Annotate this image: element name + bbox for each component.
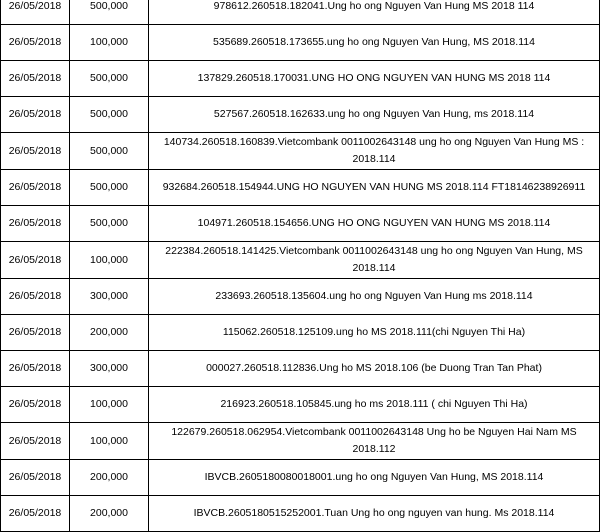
table-row	[1, 351, 600, 387]
date-cell: 26/05/2018	[1, 279, 70, 315]
date-cell: 26/05/2018	[1, 206, 70, 242]
date-cell: 26/05/2018	[1, 97, 70, 133]
description-cell: 104971.260518.154656.UNG HO ONG NGUYEN VAN HUNG MS 2018.114	[149, 206, 600, 242]
date-cell: 26/05/2018	[1, 423, 70, 460]
description-cell: 233693.260518.135604.ung ho ong Nguyen Van Hung ms 2018.114	[149, 279, 600, 315]
date-cell: 26/05/2018	[1, 61, 70, 97]
description-cell: 000027.260518.112836.Ung ho MS 2018.106 (be Duong Tran Tan Phat)	[149, 351, 600, 387]
date-cell: 26/05/2018	[1, 25, 70, 61]
amount-cell: 500,000	[70, 97, 149, 133]
table-row	[1, 133, 600, 170]
amount-cell: 500,000	[70, 206, 149, 242]
amount-cell: 300,000	[70, 279, 149, 315]
amount-cell: 500,000	[70, 170, 149, 206]
table-row	[1, 279, 600, 315]
date-cell: 26/05/2018	[1, 242, 70, 279]
amount-cell: 200,000	[70, 496, 149, 532]
date-cell: 26/05/2018	[1, 0, 70, 25]
description-cell: IBVCB.2605180515252001.Tuan Ung ho ong nguyen van hung. Ms 2018.114	[149, 496, 600, 532]
description-cell: 527567.260518.162633.ung ho ong Nguyen Van Hung, ms 2018.114	[149, 97, 600, 133]
description-cell: 216923.260518.105845.ung ho ms 2018.111 ( chi Nguyen Thi Ha)	[149, 387, 600, 423]
date-cell: 26/05/2018	[1, 170, 70, 206]
description-cell: 137829.260518.170031.UNG HO ONG NGUYEN VAN HUNG MS 2018 114	[149, 61, 600, 97]
amount-cell: 500,000	[70, 0, 149, 25]
description-cell: 115062.260518.125109.ung ho MS 2018.111(chi Nguyen Thi Ha)	[149, 315, 600, 351]
table-row	[1, 315, 600, 351]
amount-cell: 100,000	[70, 423, 149, 460]
amount-cell: 100,000	[70, 387, 149, 423]
table-row	[1, 423, 600, 460]
amount-cell: 500,000	[70, 61, 149, 97]
description-cell: 535689.260518.173655.ung ho ong Nguyen Van Hung, MS 2018.114	[149, 25, 600, 61]
table-row	[1, 0, 600, 25]
description-cell: IBVCB.2605180080018001.ung ho ong Nguyen Van Hung, MS 2018.114	[149, 460, 600, 496]
description-cell: 978612.260518.182041.Ung ho ong Nguyen Van Hung MS 2018 114	[149, 0, 600, 25]
amount-cell: 300,000	[70, 351, 149, 387]
date-cell: 26/05/2018	[1, 351, 70, 387]
amount-cell: 100,000	[70, 242, 149, 279]
date-cell: 26/05/2018	[1, 496, 70, 532]
date-cell: 26/05/2018	[1, 387, 70, 423]
table-row	[1, 206, 600, 242]
table-row	[1, 242, 600, 279]
date-cell: 26/05/2018	[1, 460, 70, 496]
amount-cell: 200,000	[70, 460, 149, 496]
amount-cell: 200,000	[70, 315, 149, 351]
description-cell: 932684.260518.154944.UNG HO NGUYEN VAN HUNG MS 2018.114 FT18146238926911	[149, 170, 600, 206]
description-cell: 122679.260518.062954.Vietcombank 0011002643148 Ung ho be Nguyen Hai Nam MS 2018.112	[149, 423, 600, 460]
amount-cell: 100,000	[70, 25, 149, 61]
date-cell: 26/05/2018	[1, 315, 70, 351]
amount-cell: 500,000	[70, 133, 149, 170]
date-cell: 26/05/2018	[1, 133, 70, 170]
table-row	[1, 25, 600, 61]
table-row	[1, 496, 600, 532]
description-cell: 222384.260518.141425.Vietcombank 0011002643148 ung ho ong Nguyen Van Hung, MS 2018.114	[149, 242, 600, 279]
table-row	[1, 97, 600, 133]
table-row	[1, 170, 600, 206]
description-cell: 140734.260518.160839.Vietcombank 0011002643148 ung ho ong Nguyen Van Hung MS : 2018.114	[149, 133, 600, 170]
table-row	[1, 387, 600, 423]
table-row	[1, 61, 600, 97]
table-row	[1, 460, 600, 496]
